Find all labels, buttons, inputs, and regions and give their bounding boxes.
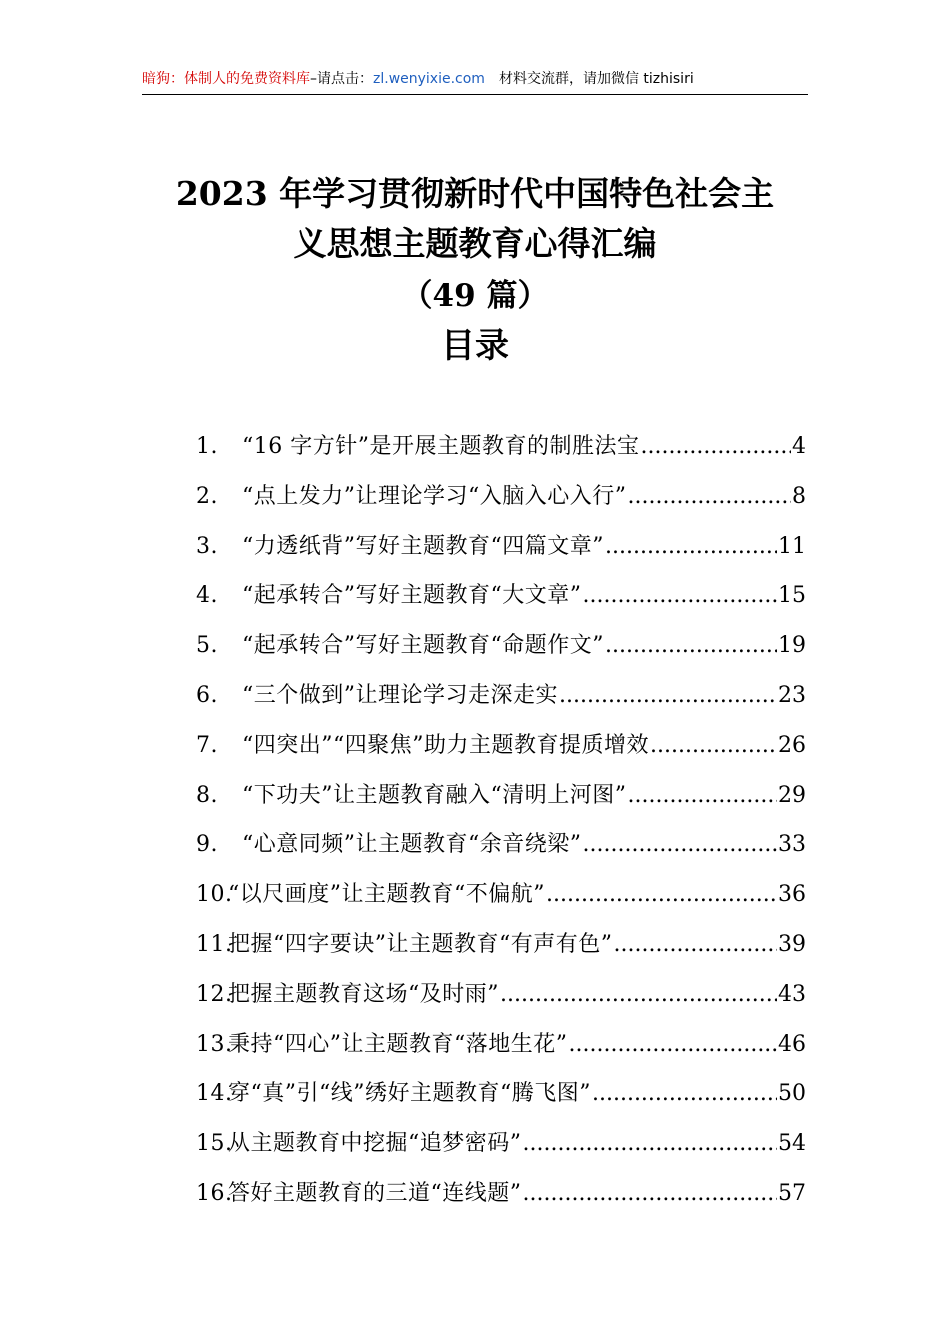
page-header bbox=[142, 68, 808, 95]
toc-entry-number: 2. bbox=[196, 483, 218, 509]
toc-leader-dots bbox=[605, 522, 777, 572]
toc-leader-dots bbox=[546, 870, 777, 920]
toc-leader-dots bbox=[569, 1020, 778, 1070]
toc-leader-dots bbox=[614, 920, 778, 970]
toc-entry-page: 50 bbox=[778, 1081, 806, 1107]
toc-entry-title: “起承转合”写好主题教育“命题作文” bbox=[242, 633, 604, 659]
toc-entry-title: “下功夫”让主题教育融入“清明上河图” bbox=[242, 782, 627, 808]
toc-entry-page: 4 bbox=[792, 434, 806, 459]
toc-entry[interactable] bbox=[196, 522, 806, 572]
toc-entry-page: 8 bbox=[792, 483, 806, 509]
toc-entry[interactable] bbox=[196, 771, 806, 821]
toc-entry-number: 3. bbox=[196, 533, 218, 559]
toc-entry-number: 16. bbox=[196, 1180, 233, 1206]
doc-title-line-1: 2023 年学习贯彻新时代中国特色社会主 bbox=[175, 174, 775, 213]
toc-entry-page: 11 bbox=[778, 533, 806, 559]
toc-leader-dots bbox=[640, 422, 791, 472]
toc-entry-number: 10. bbox=[196, 882, 233, 908]
toc-entry-title: “16 字方针”是开展主题教育的制胜法宝 bbox=[242, 434, 640, 459]
doc-title-count: （49 篇） bbox=[401, 278, 549, 314]
toc-entry-title: 把握主题教育这场“及时雨” bbox=[228, 981, 499, 1007]
toc-entry-title: 穿“真”引“线”绣好主题教育“腾飞图” bbox=[228, 1081, 591, 1107]
toc-entry-number: 7. bbox=[196, 732, 218, 758]
toc-entry[interactable] bbox=[196, 472, 806, 522]
toc-entry[interactable] bbox=[196, 671, 806, 721]
toc-entry-title: “以尺画度”让主题教育“不偏航” bbox=[228, 882, 545, 908]
toc-entry-page: 46 bbox=[778, 1031, 806, 1057]
toc-entry-number: 5. bbox=[196, 633, 218, 659]
toc-entry-title: “三个做到”让理论学习走深走实 bbox=[242, 682, 558, 708]
toc-entry[interactable] bbox=[196, 621, 806, 671]
toc-entry-title: 秉持“四心”让主题教育“落地生花” bbox=[228, 1031, 568, 1057]
toc-entry-page: 23 bbox=[778, 682, 806, 708]
toc-entry-number: 12. bbox=[196, 981, 233, 1007]
toc-entry-title: “点上发力”让理论学习“入脑入心入行” bbox=[242, 483, 627, 509]
toc-entry[interactable] bbox=[196, 870, 806, 920]
toc-entry[interactable] bbox=[196, 721, 806, 771]
toc-leader-dots bbox=[583, 571, 778, 621]
toc-entry-page: 29 bbox=[778, 782, 806, 808]
toc-entry-page: 54 bbox=[778, 1131, 806, 1157]
toc-entry-number: 6. bbox=[196, 682, 218, 708]
toc-leader-dots bbox=[523, 1119, 778, 1169]
header-prompt: –请点击： bbox=[310, 71, 373, 87]
toc-entry[interactable] bbox=[196, 920, 806, 970]
header-brand: 暗狗：体制人的免费资料库 bbox=[142, 71, 310, 87]
toc-entry-page: 43 bbox=[778, 981, 806, 1007]
toc-entry[interactable] bbox=[196, 970, 806, 1020]
toc-entry[interactable] bbox=[196, 1020, 806, 1070]
toc-entry-title: “力透纸背”写好主题教育“四篇文章” bbox=[242, 533, 604, 559]
toc-leader-dots bbox=[592, 1069, 777, 1119]
toc-entry-title: “四突出”“四聚焦”助力主题教育提质增效 bbox=[242, 732, 649, 758]
toc-entry-page: 15 bbox=[778, 583, 806, 609]
toc-entry-number: 4. bbox=[196, 583, 218, 609]
toc-entry-page: 39 bbox=[778, 931, 806, 957]
toc-entry[interactable] bbox=[196, 820, 806, 870]
toc-heading: 目录 bbox=[441, 326, 509, 366]
toc-entry-title: 答好主题教育的三道“连线题” bbox=[228, 1180, 522, 1206]
toc-leader-dots bbox=[650, 721, 777, 771]
toc-entry-number: 9. bbox=[196, 832, 218, 858]
toc-entry-title: “心意同频”让主题教育“余音绕梁” bbox=[242, 832, 582, 858]
toc-entry-number: 11. bbox=[196, 931, 233, 957]
toc-entry-title: 把握“四字要诀”让主题教育“有声有色” bbox=[228, 931, 613, 957]
header-url-link[interactable]: zl.wenyixie.com bbox=[373, 71, 485, 87]
toc-entry-number: 1. bbox=[196, 434, 218, 459]
toc-entry-number: 13. bbox=[196, 1031, 233, 1057]
toc-leader-dots bbox=[523, 1169, 778, 1219]
toc-entry[interactable] bbox=[196, 422, 806, 472]
toc-leader-dots bbox=[559, 671, 777, 721]
header-contact: 材料交流群，请加微信 tizhisiri bbox=[498, 71, 694, 87]
toc-entry-title: 从主题教育中挖掘“追梦密码” bbox=[228, 1131, 522, 1157]
toc-entry-page: 36 bbox=[778, 882, 806, 908]
toc-leader-dots bbox=[583, 820, 778, 870]
toc-entry-number: 15. bbox=[196, 1131, 233, 1157]
toc-leader-dots bbox=[500, 970, 777, 1020]
toc-entry[interactable] bbox=[196, 1069, 806, 1119]
toc-entry-page: 19 bbox=[778, 633, 806, 659]
toc-leader-dots bbox=[605, 621, 777, 671]
toc-entry[interactable] bbox=[196, 1169, 806, 1219]
toc-entry-number: 14. bbox=[196, 1081, 233, 1107]
toc-entry[interactable] bbox=[196, 1119, 806, 1169]
toc-entry-page: 57 bbox=[778, 1180, 806, 1206]
toc-entry-page: 26 bbox=[778, 732, 806, 758]
doc-title-line-2: 义思想主题教育心得汇编 bbox=[293, 224, 657, 263]
toc-entry-page: 33 bbox=[778, 832, 806, 858]
toc-leader-dots bbox=[628, 771, 778, 821]
toc-leader-dots bbox=[628, 472, 792, 522]
toc-entry[interactable] bbox=[196, 571, 806, 621]
table-of-contents bbox=[196, 422, 806, 1219]
toc-entry-title: “起承转合”写好主题教育“大文章” bbox=[242, 583, 582, 609]
toc-entry-number: 8. bbox=[196, 782, 218, 808]
